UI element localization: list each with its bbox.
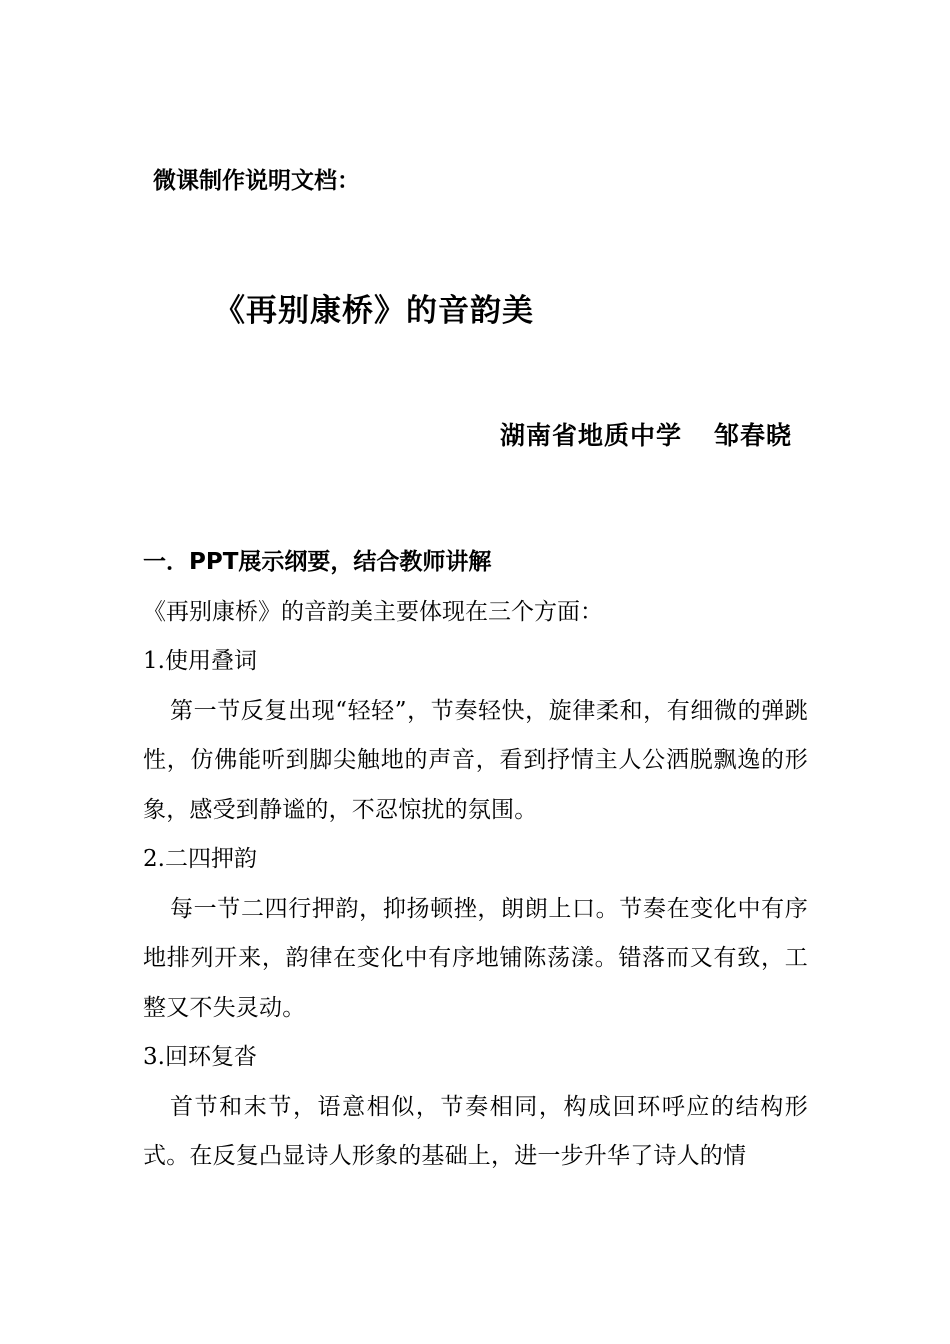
point-heading: 2.二四押韵	[143, 846, 257, 872]
document-title: 《再别康桥》的音韵美	[214, 293, 534, 329]
author-name: 邹春晓	[713, 421, 792, 450]
point-paragraph: 第一节反复出现“轻轻”，节奏轻快，旋律柔和，有细微的弹跳性，仿佛能听到脚尖触地的声音，看到抒情主人公洒脱飘逸的形象，感受到静谧的，不忍惊扰的氛围。	[143, 697, 808, 823]
point-heading: 1.使用叠词	[143, 648, 257, 674]
point-paragraph: 首节和末节，语意相似，节奏相同，构成回环呼应的结构形式。在反复凸显诗人形象的基础上，进一步升华了诗人的情	[143, 1093, 808, 1169]
point-heading: 3.回环复沓	[143, 1044, 257, 1070]
document-body	[143, 538, 808, 1182]
document-label: 微课制作说明文档：	[153, 168, 360, 194]
section-intro: 《再别康桥》的音韵美主要体现在三个方面：	[143, 598, 603, 625]
point-paragraph: 每一节二四行押韵，抑扬顿挫，朗朗上口。节奏在变化中有序地排列开来，韵律在变化中有序地铺陈荡漾。错落而又有致，工整又不失灵动。	[143, 895, 808, 1021]
section-heading: 一．PPT展示纲要，结合教师讲解	[143, 549, 492, 575]
author-byline	[500, 416, 792, 452]
author-school: 湖南省地质中学	[499, 421, 682, 450]
